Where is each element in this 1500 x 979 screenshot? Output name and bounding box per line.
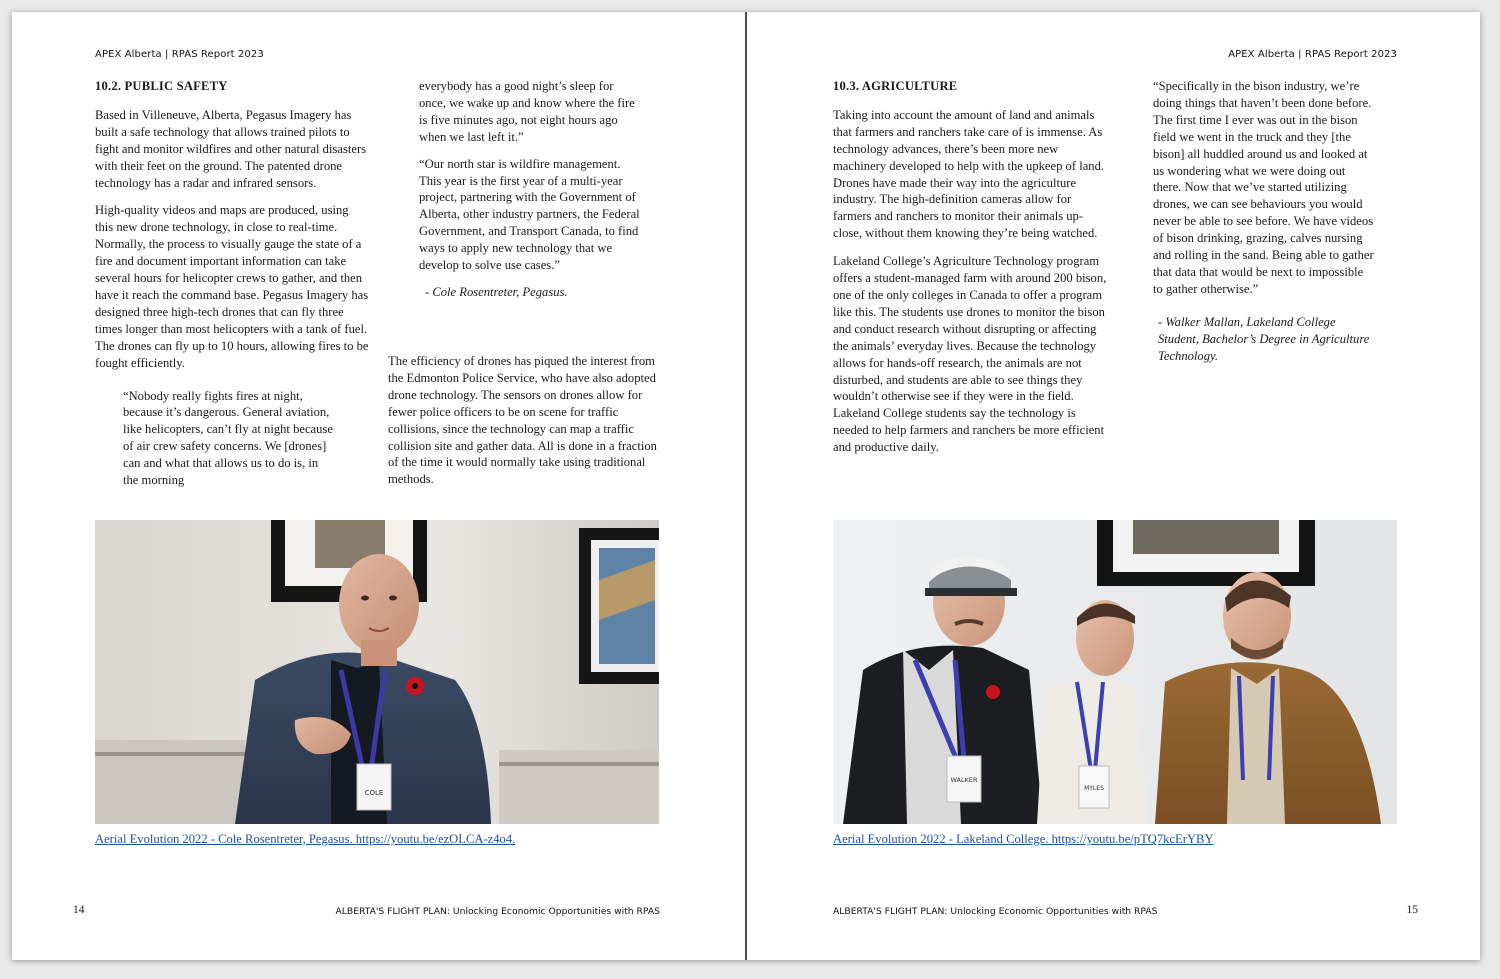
section-title-public-safety: 10.2. PUBLIC SAFETY <box>95 79 228 93</box>
footer-title-left: ALBERTA'S FLIGHT PLAN: Unlocking Economic Opportunities with RPAS <box>335 906 660 917</box>
badge-name-text: COLE <box>364 789 384 797</box>
left-column-1 <box>95 78 369 489</box>
body-paragraph: High-quality videos and maps are produced, using this new drone technology, in close to real-time. Normally, the process to visually gauge the state of a fire and document important information can take several hours for helicopter crews to gather, and then have it reach the command base. Pegasus Imagery has designed three high-tech drones that can fly three times longer than most helicopters with a tank of fuel. The drones can fly up to 10 hours, allowing fires to be fought efficiently. <box>95 203 369 370</box>
badge-name-text: MYLES <box>1084 785 1104 792</box>
left-page <box>12 12 745 960</box>
badge-name-text: WALKER <box>950 776 978 784</box>
right-page <box>747 12 1480 960</box>
body-paragraph: Lakeland College’s Agriculture Technology program offers a student-managed farm with around 200 bison, one of the only colleges in Canada to offer a program like this. The students use drones to monitor the bison and conduct research without disrupting or affecting the animals’ everyday lives. Because the technology allows for hands-off research, the animals are not disturbed, and students are able to see things they wouldn’t otherwise see if they were in the field. Lakeland College students say the technology is needed to help farmers and ranchers be more efficient and productive daily. <box>833 254 1107 455</box>
footer-title-right: ALBERTA'S FLIGHT PLAN: Unlocking Economic Opportunities with RPAS <box>833 906 1158 917</box>
quote-attribution: - Cole Rosentreter, Pegasus. <box>425 284 568 299</box>
photo-cole-rosentreter <box>95 520 659 824</box>
running-head-left: APEX Alberta | RPAS Report 2023 <box>95 49 264 60</box>
quote-north-star: “Our north star is wildfire management. This year is the first year of a multi-year project, partnering with the Government of Alberta, other industry partners, the Federal Government, and Transport Canada, to find ways to apply new technology that we develop to solve use cases.” <box>419 156 640 273</box>
quote-bison-industry: “Specifically in the bison industry, we’re doing things that haven’t been done before. The first time I ever was out in the bison field we went in the truck and they [the bison] all huddled around us and looked at us wondering what we were doing out there. Now that we’ve started utilizing drones, we can see behaviours you would never be able to see before. We have videos of bison drinking, grazing, calves nursing and rolling in the sand. Being able to gather that data that would be next to impossible to gather otherwise.” <box>1153 79 1374 296</box>
running-head-right: APEX Alberta | RPAS Report 2023 <box>1228 49 1397 60</box>
page-number-right: 15 <box>1406 904 1418 916</box>
report-spread <box>12 12 1480 960</box>
quote-attribution: - Walker Mallan, Lakeland College Student, Bachelor’s Degree in Agriculture Technology. <box>1158 314 1370 363</box>
quote-continuation: everybody has a good night’s sleep for once, we wake up and know where the fire is five minutes ago, not eight hours ago when we last left it.” <box>419 79 635 144</box>
quote-nobody-fights-fires: “Nobody really fights fires at night, because it’s dangerous. General aviation, like helicopters, can’t fly at night because of air crew safety concerns. We [drones] can and what that allows us to do is, in the morning <box>123 388 333 488</box>
left-column-2 <box>388 78 660 487</box>
photo-lakeland-college-students <box>833 520 1397 824</box>
video-caption-link[interactable]: Aerial Evolution 2022 - Lakeland College. https://youtu.be/pTQ7kcErYBY <box>833 832 1214 846</box>
video-caption-link[interactable]: Aerial Evolution 2022 - Cole Rosentreter, Pegasus. https://youtu.be/ezOLCA-z4o4. <box>95 832 516 846</box>
right-column-1 <box>833 78 1107 467</box>
page-number-left: 14 <box>73 904 85 916</box>
right-column-2 <box>1153 78 1375 365</box>
section-title-agriculture: 10.3. AGRICULTURE <box>833 79 958 93</box>
body-paragraph: The efficiency of drones has piqued the interest from the Edmonton Police Service, who have also adopted drone technology. The sensors on drones allow for fewer police officers to be on scene for traffic collisions, since the technology can map a traffic collision site and gather data. All is done in a fraction of the time it would normally take using traditional methods. <box>388 354 657 487</box>
body-paragraph: Based in Villeneuve, Alberta, Pegasus Imagery has built a safe technology that allows trained pilots to fight and monitor wildfires and other natural disasters with their feet on the ground. The patented drone technology has a radar and infrared sensors. <box>95 107 367 190</box>
body-paragraph: Taking into account the amount of land and animals that farmers and ranchers take care of is immense. As technology advances, there’s been more new machinery developed to help with the upkeep of land. Drones have made their way into the agriculture industry. The high-definition cameras allow for farmers and ranchers to monitor their animals up-close, without them knowing they’re being watched. <box>833 107 1105 241</box>
